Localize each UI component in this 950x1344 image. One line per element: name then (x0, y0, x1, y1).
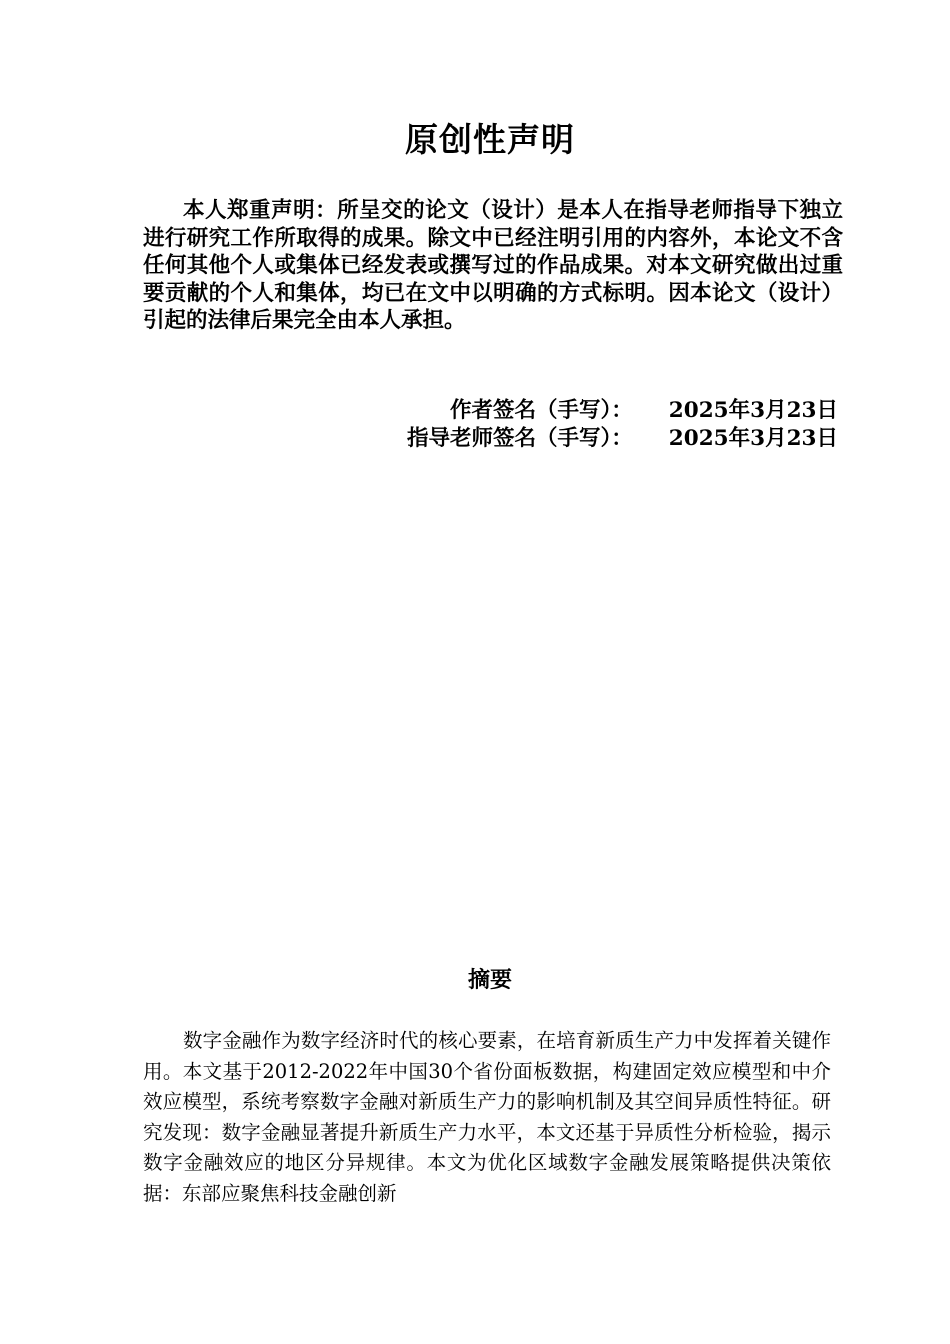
declaration-title: 原创性声明 (405, 120, 575, 159)
author-signature-line (318, 393, 838, 424)
author-signature-label: 作者签名（手写）： (450, 398, 633, 423)
advisor-signature-label: 指导老师签名（手写）： (407, 426, 633, 451)
author-signature-date: 2025年3月23日 (668, 398, 838, 423)
advisor-signature-date: 2025年3月23日 (668, 426, 838, 451)
advisor-signature-line (318, 421, 838, 452)
declaration-body: 本人郑重声明：所呈交的论文（设计）是本人在指导老师指导下独立进行研究工作所取得的成果。除文中已经注明引用的内容外，本论文不含任何其他个人或集体已经发表或撰写过的作品成果。对本文研究做出过重要贡献的个人和集体，均已在文中以明确的方式标明。因本论文（设计）引起的法律后果完全由本人承担。 (143, 198, 843, 333)
abstract-body: 数字金融作为数字经济时代的核心要素，在培育新质生产力中发挥着关键作用。本文基于2012-2022年中国30个省份面板数据，构建固定效应模型和中介效应模型，系统考察数字金融对新质生产力的影响机制及其空间异质性特征。研究发现：数字金融显著提升新质生产力水平，本文还基于异质性分析检验，揭示数字金融效应的地区分异规律。本文为优化区域数字金融发展策略提供决策依据：东部应聚焦科技金融创新 (143, 1029, 831, 1205)
abstract-title: 摘要 (467, 967, 512, 993)
